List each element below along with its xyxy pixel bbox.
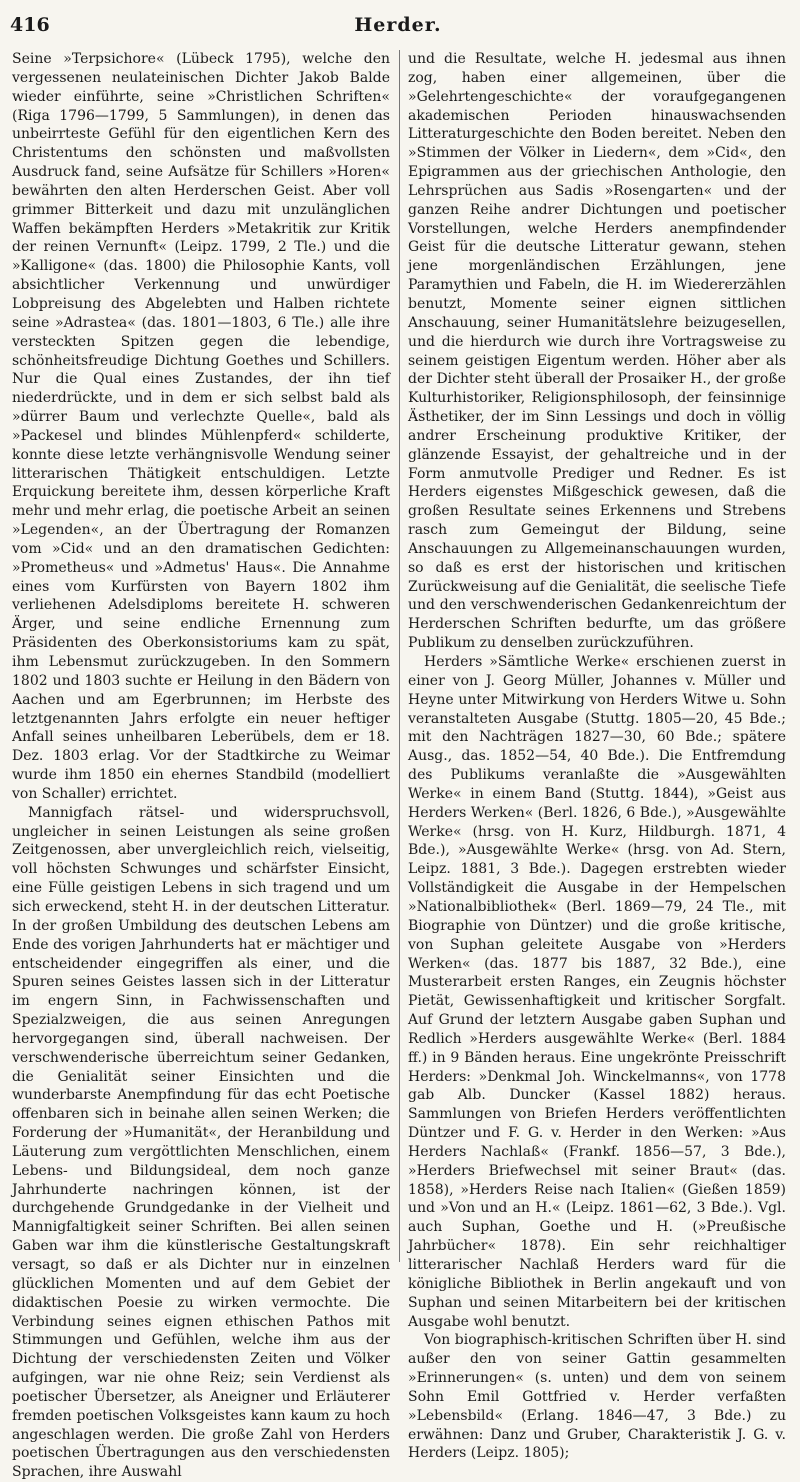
running-head: Herder. bbox=[354, 14, 442, 36]
left-paragraph-1: Seine »Terpsichore« (Lübeck 1795), welche den vergessenen neulateinischen Dichter Jakob Balde wieder einführte, seine »Christlichen Schriften« (Riga 1796—1799, 5 Sammlungen), in denen das unbeirrteste Gefühl für den eigentlichen Kern des Christentums den schönsten und maßvollsten Ausdruck fand, seine Aufsätze für Schillers »Horen« bewährten den alten Herderschen Geist. Aber voll grimmer Bitterkeit und dazu mit unzulänglichen Waffen bekämpften Herders »Metakritik zur Kritik der reinen Vernunft« (Leipz. 1799, 2 Tle.) und die »Kalligone« (das. 1800) die Philosophie Kants, voll absichtlicher Verkennung und unwürdiger Lobpreisung des Abgelebten und Halben richtete seine »Adrastea« (das. 1801—1803, 6 Tle.) alle ihre versteckten Spitzen gegen die lebendige, schönheitsfreudige Dichtung Goethes und Schillers. Nur die Qual eines Zustandes, der ihn tief niederdrückte, und in dem er sich selbst bald als »dürrer Baum und verlechzte Quelle«, bald als »Packesel und blindes Mühlenpferd« schilderte, konnte diese letzte verhängnisvolle Wendung seiner litterarischen Thätigkeit entschuldigen. Letzte Erquickung bereitete ihm, dessen körperliche Kraft mehr und mehr erlag, die poetische Arbeit an seinen »Legenden«, an der Übertragung der Romanzen vom »Cid« und an den dramatischen Gedichten: »Prometheus« und »Admetus' Haus«. Die Annahme eines vom Kurfürsten von Bayern 1802 ihm verliehenen Adelsdiploms bereitete H. schweren Ärger, und seine endliche Ernennung zum Präsidenten des Oberkonsistoriums kam zu spät, ihm Lebensmut zurückzugeben. In den Sommern 1802 und 1803 suchte er Heilung in den Bädern von Aachen und am Egerbrunnen; im Herbste des letztgenannten Jahrs erfolgte ein neuer heftiger Anfall seines unheilbaren Leberübels, dem er 18. Dez. 1803 erlag. Vor der Stadtkirche zu Weimar wurde ihm 1850 ein ehernes Standbild (modelliert von Schaller) errichtet. bbox=[12, 51, 390, 802]
right-column bbox=[408, 50, 786, 1462]
right-paragraph-3: Von biographisch-kritischen Schriften über H. sind außer den von seiner Gattin gesammelten »Erinnerungen« (s. unten) und dem von seinem Sohn Emil Gottfried v. Herder verfaßten »Lebensbild« (Erlang. 1846—47, 3 Bde.) zu erwähnen: Danz und Gruber, Charakteristik J. G. v. Herders (Leipz. 1805); bbox=[408, 1332, 786, 1462]
page-header bbox=[10, 14, 786, 40]
left-paragraph-2: Mannigfach rätsel- und widerspruchsvoll, ungleicher in seinen Leistungen als seine großen Zeitgenossen, aber unvergleichlich reich, vielseitig, voll höchsten Schwunges und schärfster Einsicht, eine Fülle geistigen Lebens in sich tragend und um sich erweckend, steht H. in der deutschen Litteratur. In der großen Umbildung des deutschen Lebens am Ende des vorigen Jahrhunderts hat er mächtiger und entscheidender eingegriffen als einer, und die Spuren seines Geistes lassen sich in der Litteratur im engern Sinn, in Fachwissenschaften und Spezialzweigen, die aus seinen Anregungen hervorgegangen sind, überall nachweisen. Der verschwenderische überreichtum seiner Gedanken, die Genialität seiner Einsichten und die wunderbarste Anempfindung für das echt Poetische offenbaren sich in beinahe allen seinen Werken; die Forderung der »Humanität«, der Heranbildung und Läuterung zum vergöttlichten Menschlichen, einem Lebens- und Bildungsideal, dem noch ganze Jahrhunderte nachringen können, ist der durchgehende Grundgedanke in der Vielheit und Mannigfaltigkeit seiner Schriften. Bei allen seinen Gaben war ihm die künstlerische Gestaltungskraft versagt, so daß er als Dichter nur in einzelnen glücklichen Momenten und auf dem Gebiet der didaktischen Poesie zu wirken vermochte. Die Verbindung seines eignen ethischen Pathos mit Stimmungen und Gefühlen, welche ihm aus der Dichtung der verschiedensten Zeiten und Völker aufgingen, war nie ohne Reiz; sein Verdienst als poetischer Übersetzer, als Aneigner und Erläuterer fremden poetischen Volksgeistes kann kaum zu hoch angeschlagen werden. Die große Zahl von Herders poetischen Übertragungen aus den verschiedensten Sprachen, ihre Auswahl bbox=[12, 804, 390, 1481]
right-paragraph-1: und die Resultate, welche H. jedesmal aus ihnen zog, haben einer allgemeinen, über die »Gelehrtengeschichte« der voraufgegangenen akademischen Perioden hinauswachsenden Litteraturgeschichte den Boden bereitet. Neben den »Stimmen der Völker in Liedern«, dem »Cid«, den Epigrammen aus der griechischen Anthologie, den Lehrsprüchen aus Sadis »Rosengarten« und der ganzen Reihe andrer Dichtungen und poetischer Vorstellungen, welche Herders anempfindender Geist für die deutsche Litteratur gewann, stehen jene morgenländischen Erzählungen, jene Paramythien und Fabeln, die H. im Wiedererzählen benutzt, Momente seiner eignen sittlichen Anschauung, seiner Humanitätslehre beizugesellen, und die hierdurch wie durch ihre Vortragsweise zu seinem geistigen Eigentum werden. Höher aber als der Dichter steht überall der Prosaiker H., der große Kulturhistoriker, Religionsphilosoph, der feinsinnige Ästhetiker, der im Sinn Lessings und doch in völlig andrer Erscheinung produktive Kritiker, der glänzende Essayist, der gehaltreiche und in der Form anmutvolle Prediger und Redner. Es ist Herders eigenstes Mißgeschick gewesen, daß die großen Resultate seines Erkennens und Strebens rasch zum Gemeingut der Bildung, seine Anschauungen zu Allgemeinanschauungen wurden, so daß es erst der historischen und kritischen Zurückweisung auf die Genialität, die seelische Tiefe und den verschwenderischen Gedankenreichtum der Herderschen Schriften bedurfte, um das größere Publikum zu denselben zurückzuführen. bbox=[408, 51, 786, 652]
column-divider bbox=[399, 50, 400, 1262]
page-number: 416 bbox=[10, 14, 50, 36]
left-column bbox=[12, 50, 390, 1481]
right-paragraph-2: Herders »Sämtliche Werke« erschienen zuerst in einer von J. Georg Müller, Johannes v. Müller und Heyne unter Mitwirkung von Herders Witwe u. Sohn veranstalteten Ausgabe (Stuttg. 1805—20, 45 Bde.; mit den Nachträgen 1827—30, 60 Bde.; spätere Ausg., das. 1852—54, 40 Bde.). Die Entfremdung des Publikums veranlaßte die »Ausgewählten Werke« in einem Band (Stuttg. 1844), »Geist aus Herders Werken« (Berl. 1826, 6 Bde.), »Ausgewählte Werke« (hrsg. von H. Kurz, Hildburgh. 1871, 4 Bde.), »Ausgewählte Werke« (hrsg. von Ad. Stern, Leipz. 1881, 3 Bde.). Dagegen erstrebten wieder Vollständigkeit die Ausgabe in der Hempelschen »Nationalbibliothek« (Berl. 1869—79, 24 Tle., mit Biographie von Düntzer) und die große kritische, von Suphan geleitete Ausgabe von »Herders Werken« (das. 1877 bis 1887, 32 Bde.), eine Musterarbeit ersten Ranges, ein Zeugnis höchster Pietät, Gewissenhaftigkeit und kritischer Sorgfalt. Auf Grund der letztern Ausgabe gaben Suphan und Redlich »Herders ausgewählte Werke« (Berl. 1884 ff.) in 9 Bänden heraus. Eine ungekrönte Preisschrift Herders: »Denkmal Joh. Winckelmanns«, von 1778 gab Alb. Duncker (Kassel 1882) heraus. Sammlungen von Briefen Herders veröffentlichten Düntzer und F. G. v. Herder in den Werken: »Aus Herders Nachlaß« (Frankf. 1856—57, 3 Bde.), »Herders Briefwechsel mit seiner Braut« (das. 1858), »Herders Reise nach Italien« (Gießen 1859) und »Von und an H.« (Leipz. 1861—62, 3 Bde.). Vgl. auch Suphan, Goethe und H. (»Preußische Jahrbücher« 1878). Ein sehr reichhaltiger litterarischer Nachlaß Herders ward für die königliche Bibliothek in Berlin angekauft und von Suphan und seinen Mitarbeitern bei der kritischen Ausgabe wohl benutzt. bbox=[408, 654, 786, 1330]
text-columns bbox=[12, 50, 786, 1481]
